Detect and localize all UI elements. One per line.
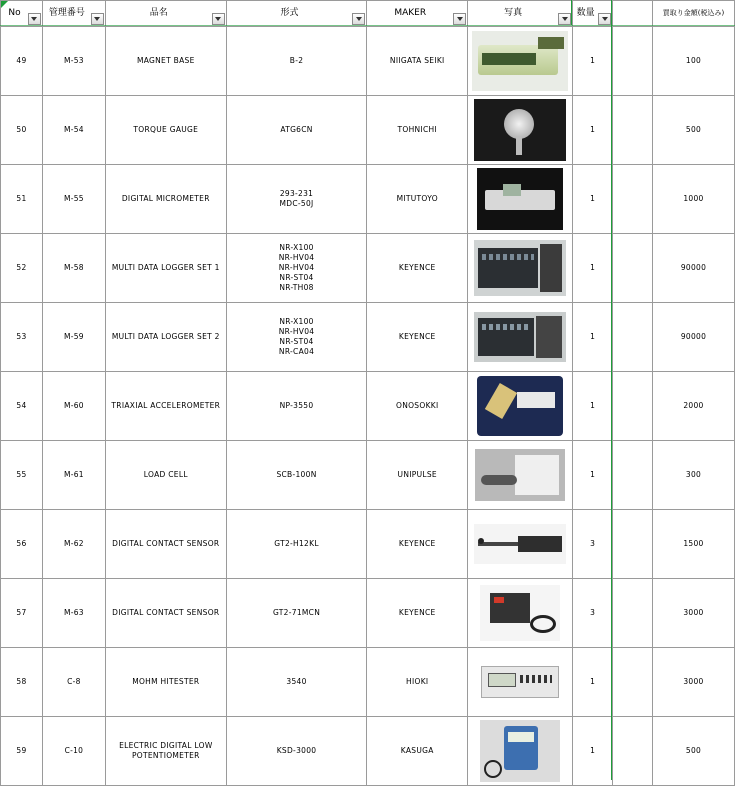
cell-qty[interactable]: 1 <box>573 372 613 441</box>
photo-contact-sensor-gt2-h12kl <box>474 524 566 564</box>
cell-keishiki[interactable]: 3540 <box>226 648 367 717</box>
cell-hinmei[interactable]: MULTI DATA LOGGER SET 1 <box>105 234 226 303</box>
chevron-down-icon <box>562 17 568 21</box>
photo-data-logger-set-2 <box>474 312 566 362</box>
cell-no[interactable]: 54 <box>1 372 43 441</box>
photo-load-cell <box>475 449 565 501</box>
cell-maker[interactable]: KEYENCE <box>367 579 468 648</box>
cell-no[interactable]: 58 <box>1 648 43 717</box>
header-kanri: 管理番号 <box>42 1 105 27</box>
header-suryo: 数量 <box>573 1 613 27</box>
cell-hinmei[interactable]: ELECTRIC DIGITAL LOW POTENTIOMETER <box>105 717 226 786</box>
cell-no[interactable]: 59 <box>1 717 43 786</box>
photo-triaxial-accelerometer <box>477 376 563 436</box>
cell-keishiki[interactable]: SCB-100N <box>226 441 367 510</box>
cell-price[interactable]: 500 <box>653 96 735 165</box>
cell-blank[interactable] <box>613 717 653 786</box>
cell-photo[interactable] <box>468 579 573 648</box>
filter-dropdown-shashin[interactable] <box>558 13 571 25</box>
cell-photo[interactable] <box>468 372 573 441</box>
cell-photo[interactable] <box>468 27 573 96</box>
cell-price[interactable]: 500 <box>653 717 735 786</box>
cell-price[interactable]: 1000 <box>653 165 735 234</box>
cell-no[interactable]: 55 <box>1 441 43 510</box>
cell-photo[interactable] <box>468 303 573 372</box>
cell-blank[interactable] <box>613 441 653 510</box>
cell-keishiki[interactable]: NP-3550 <box>226 372 367 441</box>
filter-dropdown-hinmei[interactable] <box>212 13 225 25</box>
cell-kanri[interactable]: M-55 <box>42 165 105 234</box>
header-no: No <box>1 1 43 27</box>
cell-maker[interactable]: MITUTOYO <box>367 165 468 234</box>
cell-keishiki[interactable]: ATG6CN <box>226 96 367 165</box>
table-row <box>1 303 735 372</box>
cell-price[interactable]: 300 <box>653 441 735 510</box>
selection-border <box>571 0 572 25</box>
cell-no[interactable]: 53 <box>1 303 43 372</box>
cell-kanri[interactable]: M-62 <box>42 510 105 579</box>
cell-kanri[interactable]: M-59 <box>42 303 105 372</box>
cell-qty[interactable]: 3 <box>573 510 613 579</box>
cell-kanri[interactable]: M-58 <box>42 234 105 303</box>
cell-price[interactable]: 1500 <box>653 510 735 579</box>
cell-photo[interactable] <box>468 234 573 303</box>
photo-digital-micrometer <box>477 168 563 230</box>
table-row <box>1 510 735 579</box>
cell-blank[interactable] <box>613 579 653 648</box>
cell-keishiki[interactable]: GT2-71MCN <box>226 579 367 648</box>
cell-no[interactable]: 51 <box>1 165 43 234</box>
header-blank <box>613 1 653 27</box>
cell-maker[interactable]: UNIPULSE <box>367 441 468 510</box>
selection-border <box>611 0 612 780</box>
cell-keishiki[interactable]: NR-X100 NR-HV04 NR-ST04 NR-CA04 <box>226 303 367 372</box>
cell-hinmei[interactable]: TRIAXIAL ACCELEROMETER <box>105 372 226 441</box>
cell-keishiki[interactable]: GT2-H12KL <box>226 510 367 579</box>
cell-no[interactable]: 52 <box>1 234 43 303</box>
photo-torque-gauge <box>474 99 566 161</box>
cell-qty[interactable]: 1 <box>573 96 613 165</box>
table-row <box>1 165 735 234</box>
cell-maker[interactable]: TOHNICHI <box>367 96 468 165</box>
cell-kanri[interactable]: C-8 <box>42 648 105 717</box>
cell-blank[interactable] <box>613 648 653 717</box>
chevron-down-icon <box>215 17 221 21</box>
cell-kanri[interactable]: C-10 <box>42 717 105 786</box>
header-maker: MAKER <box>367 1 468 27</box>
filter-dropdown-keishiki[interactable] <box>352 13 365 25</box>
photo-magnet-base <box>472 31 568 91</box>
cell-hinmei[interactable]: DIGITAL CONTACT SENSOR <box>105 579 226 648</box>
filter-dropdown-maker[interactable] <box>453 13 466 25</box>
chevron-down-icon <box>457 17 463 21</box>
cell-hinmei[interactable]: LOAD CELL <box>105 441 226 510</box>
cell-kanri[interactable]: M-61 <box>42 441 105 510</box>
cell-photo[interactable] <box>468 717 573 786</box>
filter-dropdown-no[interactable] <box>28 13 41 25</box>
header-row <box>1 1 735 27</box>
table-row <box>1 96 735 165</box>
cell-hinmei[interactable]: DIGITAL CONTACT SENSOR <box>105 510 226 579</box>
chevron-down-icon <box>602 17 608 21</box>
cell-blank[interactable] <box>613 234 653 303</box>
cell-keishiki[interactable]: 293-231 MDC-50J <box>226 165 367 234</box>
photo-low-potentiometer <box>480 720 560 782</box>
cell-maker[interactable]: KASUGA <box>367 717 468 786</box>
cell-maker[interactable]: KEYENCE <box>367 234 468 303</box>
table-row <box>1 717 735 786</box>
cell-no[interactable]: 57 <box>1 579 43 648</box>
cell-price[interactable]: 2000 <box>653 372 735 441</box>
header-kaitori: 買取り金額(税込み) <box>653 1 735 27</box>
cell-blank[interactable] <box>613 303 653 372</box>
chevron-down-icon <box>94 17 100 21</box>
cell-maker[interactable]: ONOSOKKI <box>367 372 468 441</box>
cell-blank[interactable] <box>613 372 653 441</box>
cell-qty[interactable]: 1 <box>573 717 613 786</box>
cell-kanri[interactable]: M-63 <box>42 579 105 648</box>
cell-blank[interactable] <box>613 510 653 579</box>
photo-contact-sensor-gt2-71mcn <box>480 585 560 641</box>
cell-no[interactable]: 56 <box>1 510 43 579</box>
photo-mohm-hitester <box>481 666 559 698</box>
cell-price[interactable]: 90000 <box>653 303 735 372</box>
table-row <box>1 648 735 717</box>
header-hinmei: 品名 <box>105 1 226 27</box>
filter-dropdown-suryo[interactable] <box>598 13 611 25</box>
cell-price[interactable]: 3000 <box>653 579 735 648</box>
cell-keishiki[interactable]: KSD-3000 <box>226 717 367 786</box>
table-row <box>1 234 735 303</box>
cell-no[interactable]: 49 <box>1 27 43 96</box>
cell-qty[interactable]: 1 <box>573 441 613 510</box>
cell-keishiki[interactable]: NR-X100 NR-HV04 NR-HV04 NR-ST04 NR-TH08 <box>226 234 367 303</box>
header-bottom-border <box>0 25 735 26</box>
cell-price[interactable]: 100 <box>653 27 735 96</box>
cell-maker[interactable]: KEYENCE <box>367 303 468 372</box>
cell-blank[interactable] <box>613 27 653 96</box>
cell-hinmei[interactable]: DIGITAL MICROMETER <box>105 165 226 234</box>
cell-photo[interactable] <box>468 165 573 234</box>
cell-photo[interactable] <box>468 510 573 579</box>
cell-qty[interactable]: 1 <box>573 165 613 234</box>
header-keishiki: 形式 <box>226 1 367 27</box>
selection-corner <box>1 1 8 8</box>
table-row <box>1 27 735 96</box>
cell-qty[interactable]: 1 <box>573 234 613 303</box>
cell-kanri[interactable]: M-53 <box>42 27 105 96</box>
table-row <box>1 372 735 441</box>
filter-dropdown-kanri[interactable] <box>91 13 104 25</box>
cell-hinmei[interactable]: MULTI DATA LOGGER SET 2 <box>105 303 226 372</box>
photo-data-logger-set-1 <box>474 240 566 296</box>
cell-kanri[interactable]: M-54 <box>42 96 105 165</box>
cell-photo[interactable] <box>468 441 573 510</box>
cell-hinmei[interactable]: MAGNET BASE <box>105 27 226 96</box>
cell-hinmei[interactable]: TORQUE GAUGE <box>105 96 226 165</box>
cell-qty[interactable]: 1 <box>573 648 613 717</box>
cell-maker[interactable]: HIOKI <box>367 648 468 717</box>
cell-no[interactable]: 50 <box>1 96 43 165</box>
cell-keishiki[interactable]: B-2 <box>226 27 367 96</box>
cell-photo[interactable] <box>468 648 573 717</box>
cell-price[interactable]: 3000 <box>653 648 735 717</box>
cell-hinmei[interactable]: MOHM HITESTER <box>105 648 226 717</box>
cell-qty[interactable]: 1 <box>573 27 613 96</box>
cell-maker[interactable]: KEYENCE <box>367 510 468 579</box>
cell-qty[interactable]: 3 <box>573 579 613 648</box>
header-shashin: 写真 <box>468 1 573 27</box>
chevron-down-icon <box>356 17 362 21</box>
cell-maker[interactable]: NIIGATA SEIKI <box>367 27 468 96</box>
cell-photo[interactable] <box>468 96 573 165</box>
table-row <box>1 579 735 648</box>
cell-price[interactable]: 90000 <box>653 234 735 303</box>
cell-qty[interactable]: 1 <box>573 303 613 372</box>
cell-kanri[interactable]: M-60 <box>42 372 105 441</box>
table-row <box>1 441 735 510</box>
chevron-down-icon <box>31 17 37 21</box>
cell-blank[interactable] <box>613 96 653 165</box>
cell-blank[interactable] <box>613 165 653 234</box>
